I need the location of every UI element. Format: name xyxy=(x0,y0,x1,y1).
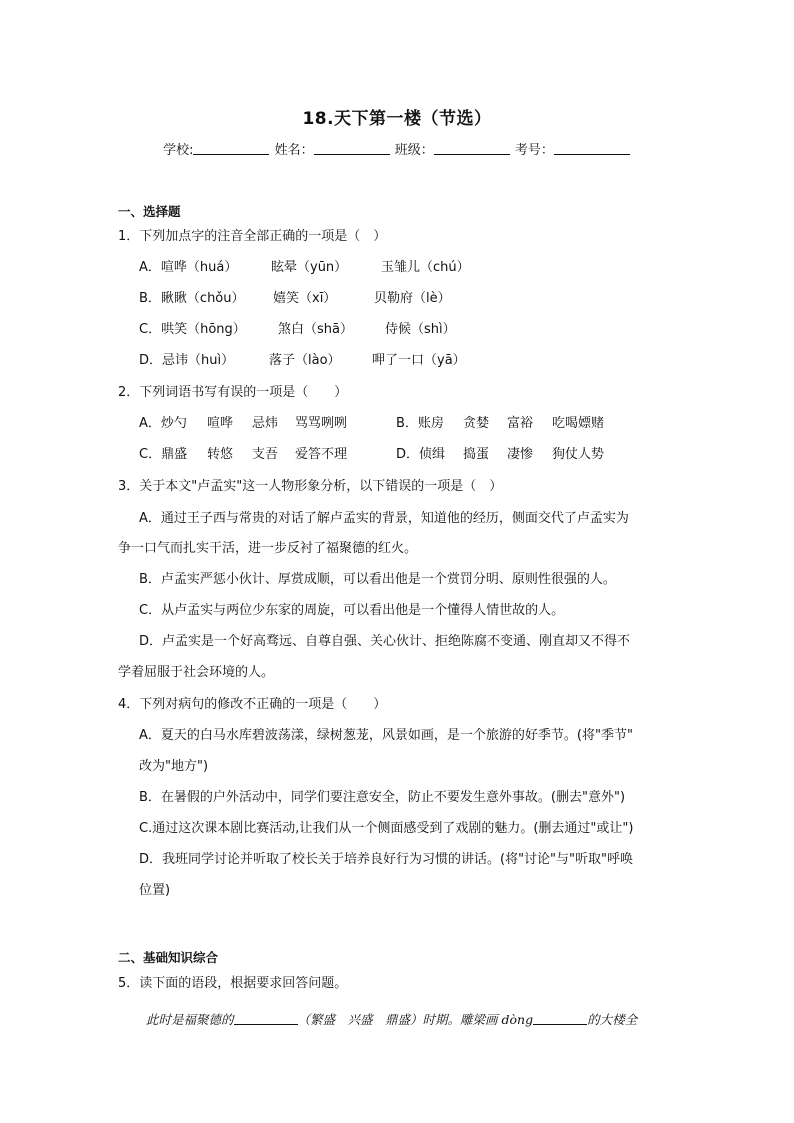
question-3-option-a-line-1[interactable]: A．通过王子西与常贵的对话了解卢孟实的背景，知道他的经历，侧面交代了卢孟实为 xyxy=(139,511,629,526)
q2-c-word-2: 转悠 xyxy=(207,447,234,462)
question-4-option-c[interactable]: C.通过这次课本剧比赛活动,让我们从一个侧面感受到了戏剧的魅力。(删去通过"或让") xyxy=(139,821,634,836)
q1-c-item-2: 煞白（shā） xyxy=(278,322,353,337)
q2-d-word-3: 凄惨 xyxy=(507,447,534,462)
q1-b-item-2: 嬉笑（xī） xyxy=(273,291,337,306)
class-blank[interactable] xyxy=(434,142,510,155)
q2-a-word-1: A．炒勺 xyxy=(139,416,187,431)
question-3-stem: 3．关于本文"卢孟实"这一人物形象分析，以下错误的一项是（ ） xyxy=(118,479,503,494)
q1-a-item-1: A．喧哗（huá） xyxy=(139,260,238,275)
q1-b-item-3: 贝勒府（lè） xyxy=(374,291,451,306)
excerpt-part-1: 此时是福聚德的 xyxy=(146,1012,234,1027)
q2-a-word-4: 骂骂咧咧 xyxy=(295,416,348,431)
name-blank[interactable] xyxy=(314,142,390,155)
q1-d-item-2: 落子（lào） xyxy=(269,353,341,368)
q1-a-item-2: 眩晕（yūn） xyxy=(271,260,348,275)
section-heading-basics: 二、基础知识综合 xyxy=(118,950,219,965)
q2-b-word-4: 吃喝嫖赌 xyxy=(552,416,605,431)
question-4-option-b[interactable]: B．在暑假的户外活动中，同学们要注意安全，防止不要发生意外事故。(删去"意外") xyxy=(139,790,626,805)
question-3-option-d-line-2: 学着屈服于社会环境的人。 xyxy=(118,665,275,680)
q1-d-item-1: D．忌讳（huì） xyxy=(139,353,235,368)
q2-c-word-1: C．鼎盛 xyxy=(139,447,188,462)
q2-d-word-1: D．侦缉 xyxy=(396,447,446,462)
q2-a-word-2: 喧哗 xyxy=(207,416,234,431)
question-4-option-d-line-2: 位置) xyxy=(139,883,171,898)
q1-c-item-1: C．哄笑（hōng） xyxy=(139,322,246,337)
section-heading-choice: 一、选择题 xyxy=(118,204,181,219)
q1-c-item-3: 侍候（shì） xyxy=(385,322,456,337)
question-4-option-a-line-1[interactable]: A．夏天的白马水库碧波荡漾，绿树葱茏，风景如画，是一个旅游的好季节。(将"季节" xyxy=(139,728,633,743)
question-4-option-a-line-2: 改为"地方") xyxy=(139,759,209,774)
q2-c-word-3: 支吾 xyxy=(252,447,279,462)
excerpt-blank-1[interactable] xyxy=(234,1012,298,1025)
q2-b-word-3: 富裕 xyxy=(507,416,534,431)
school-blank[interactable] xyxy=(193,142,269,155)
q2-a-word-3: 忌炜 xyxy=(252,416,279,431)
question-3-option-b[interactable]: B．卢孟实严惩小伙计、厚赏成顺，可以看出他是一个赏罚分明、原则性很强的人。 xyxy=(139,572,616,587)
question-3-option-d-line-1[interactable]: D．卢孟实是一个好高骛远、自尊自强、关心伙计、拒绝陈腐不变通、刚直却又不得不 xyxy=(139,634,631,649)
question-2-stem: 2．下列词语书写有误的一项是（ ） xyxy=(118,385,348,400)
excerpt-part-3: 的大楼全 xyxy=(587,1012,638,1027)
question-3-option-a-line-2: 争一口气而扎实干活，进一步反衬了福聚德的红火。 xyxy=(118,541,418,556)
q2-d-word-2: 捣蛋 xyxy=(463,447,490,462)
q2-c-word-4: 爱答不理 xyxy=(295,447,348,462)
class-label: 班级： xyxy=(394,143,434,158)
school-label: 学校: xyxy=(163,143,194,158)
question-4-stem: 4．下列对病句的修改不正确的一项是（ ） xyxy=(118,697,387,712)
q2-b-word-1: B．账房 xyxy=(396,416,444,431)
q1-b-item-1: B．瞅瞅（chǒu） xyxy=(139,291,245,306)
name-label: 姓名： xyxy=(274,143,314,158)
q2-b-word-2: 贪婪 xyxy=(463,416,490,431)
question-4-option-d-line-1[interactable]: D．我班同学讨论并听取了校长关于培养良好行为习惯的讲话。(将"讨论"与"听取"呼唤 xyxy=(139,852,634,867)
student-info-row xyxy=(0,139,794,158)
excerpt-blank-2[interactable] xyxy=(533,1012,587,1025)
number-blank[interactable] xyxy=(554,142,630,155)
question-5-stem: 5．读下面的语段，根据要求回答问题。 xyxy=(118,976,348,991)
question-1-stem: 1．下列加点字的注音全部正确的一项是（ ） xyxy=(118,229,387,244)
question-5-excerpt xyxy=(146,1010,637,1028)
q1-d-item-3: 呷了一口（yā） xyxy=(372,353,466,368)
excerpt-part-2: （繁盛 兴盛 鼎盛）时期。雕梁画 dòng xyxy=(297,1012,534,1027)
q2-d-word-4: 狗仗人势 xyxy=(552,447,605,462)
question-3-option-c[interactable]: C．从卢孟实与两位少东家的周旋，可以看出他是一个懂得人情世故的人。 xyxy=(139,603,565,618)
q1-a-item-3: 玉雏儿（chú） xyxy=(381,260,470,275)
document-title: 18.天下第一楼（节选） xyxy=(302,109,492,129)
number-label: 考号： xyxy=(514,143,554,158)
